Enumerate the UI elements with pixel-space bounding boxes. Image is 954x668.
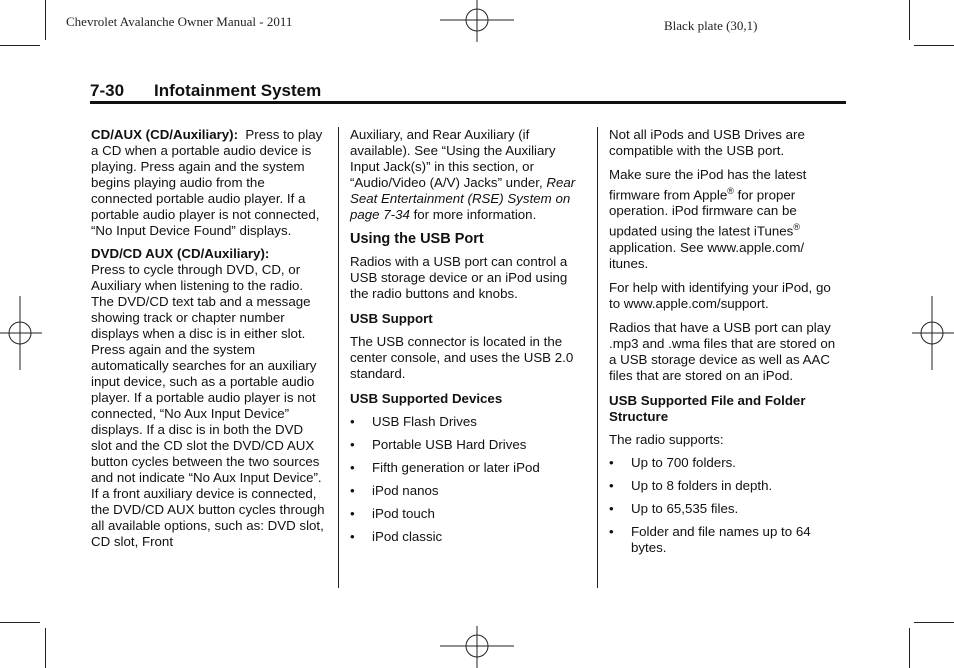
manual-title: Chevrolet Avalanche Owner Manual - 2011: [66, 14, 293, 29]
file-folder-structure-heading: USB Supported File and Folder Structure: [609, 392, 806, 424]
list-item-text: Up to 65,535 files.: [631, 500, 739, 516]
crop-mark-top-right-h: [914, 45, 954, 46]
auxiliary-continued-tail: for more information.: [413, 207, 537, 222]
crop-mark-bottom-left-h: [0, 622, 40, 623]
dvd-cd-aux-label: DVD/CD AUX (CD/Auxiliary):: [91, 246, 270, 261]
bullet: •: [350, 483, 355, 498]
column-2: [350, 127, 588, 552]
crop-mark-bottom-right-h: [914, 622, 954, 623]
list-item-text: iPod nanos: [372, 483, 439, 498]
usb-support-paragraph: The USB connector is located in the center console, and uses the USB 2.0 standard.: [350, 334, 574, 381]
dvd-cd-aux-paragraph: [91, 246, 327, 550]
column-3: [609, 127, 845, 563]
list-item: [350, 506, 588, 522]
list-item-text: Fifth generation or later iPod: [372, 460, 540, 475]
bullet: •: [609, 523, 614, 539]
crop-mark-top-left-v: [45, 0, 46, 40]
list-item: [609, 501, 845, 517]
crop-mark-top-right-v: [909, 0, 910, 40]
list-item-text: Up to 700 folders.: [631, 454, 736, 470]
plate-label: Black plate (30,1): [664, 18, 758, 33]
dvd-cd-aux-text: Press to cycle through DVD, CD, or Auxiliary when listening to the radio. The DVD/CD text tab and a message showing track or chapter number displays when a disc is in either slot. Press again and the system automatically searches for an auxiliary input device, such as a portable audio player. If a portable audio player is not connected, “No Aux Input Device” displays. If a disc is in both the DVD slot and the CD slot the DVD/CD AUX button cycles between the two sources and not indicate “No Aux Input Device”. If a front auxiliary device is connected, the DVD/CD AUX button cycles through all available options, such as: DVD slot, CD slot, Front: [91, 262, 325, 549]
column-divider-2: [597, 127, 598, 588]
usb-support-heading: USB Support: [350, 311, 433, 326]
file-types-paragraph: Radios that have a USB port can play .mp3 and .wma files that are stored on a USB storage device as well as AAC files that are stored on an iPod.: [609, 319, 836, 383]
list-item-text: Portable USB Hard Drives: [372, 437, 527, 452]
list-item: [350, 483, 588, 499]
list-item-text: iPod classic: [372, 529, 443, 544]
auxiliary-continued-text: Auxiliary, and Rear Auxiliary (if available). See “Using the Auxiliary Input Jack(s)” in this section, or “Audio/Video (A/V) Jacks” under,: [350, 127, 556, 190]
list-item-text: Folder and file names up to 64 bytes.: [631, 523, 811, 555]
firmware-text-b: for proper operation. iPod firmware can be updated using the latest iTunes: [609, 187, 797, 239]
usb-port-paragraph: Radios with a USB port can control a USB storage device or an iPod using the radio buttons and knobs.: [350, 254, 568, 301]
list-item: [350, 437, 588, 453]
bullet: •: [350, 460, 355, 475]
registration-mark-top: [440, 0, 514, 42]
usb-supported-devices-heading: USB Supported Devices: [350, 391, 503, 406]
bullet: •: [350, 414, 355, 429]
cd-aux-label: CD/AUX (CD/Auxiliary):: [91, 127, 239, 142]
list-item-text: USB Flash Drives: [372, 414, 477, 429]
section-heading: [90, 81, 321, 101]
bullet: •: [350, 529, 355, 544]
list-item: [350, 529, 588, 545]
rse-page-reference[interactable]: Rear Seat Entertainment (RSE) System on page 7-34: [350, 175, 576, 222]
list-item: [609, 455, 845, 471]
list-item-text: Up to 8 folders in depth.: [631, 477, 773, 493]
help-paragraph: For help with identifying your iPod, go to www.apple.com/support.: [609, 279, 831, 311]
crop-mark-bottom-left-v: [45, 628, 46, 668]
list-item: [609, 524, 845, 556]
bullet: •: [350, 506, 355, 521]
list-item: [350, 414, 588, 430]
firmware-text-c: application. See www.apple.com/ itunes.: [609, 239, 805, 271]
using-usb-port-heading: Using the USB Port: [350, 231, 484, 247]
list-item: [350, 460, 588, 476]
bullet: •: [609, 454, 614, 470]
registration-mark-left: [0, 296, 42, 370]
firmware-text-a: Make sure the iPod has the latest firmware from Apple: [609, 167, 807, 203]
bullet: •: [609, 500, 614, 516]
section-title: Infotainment System: [154, 81, 322, 100]
bullet: •: [609, 477, 614, 493]
registration-mark-right: [912, 296, 954, 370]
page-number: 7-30: [90, 81, 125, 100]
supports-list: [609, 455, 845, 556]
heading-rule: [90, 101, 846, 104]
column-divider-1: [338, 127, 339, 588]
bullet: •: [350, 437, 355, 452]
list-item-text: iPod touch: [372, 506, 435, 521]
compatibility-paragraph: Not all iPods and USB Drives are compatible with the USB port.: [609, 127, 805, 158]
crop-mark-bottom-right-v: [909, 628, 910, 668]
radio-supports-paragraph: The radio supports:: [609, 431, 724, 447]
firmware-paragraph: [609, 167, 845, 272]
crop-mark-top-left-h: [0, 45, 40, 46]
registration-mark-bottom: [440, 626, 514, 668]
registered-mark: ®: [793, 222, 800, 233]
supported-devices-list: [350, 414, 588, 545]
auxiliary-continued-paragraph: [350, 127, 588, 223]
cd-aux-text: Press to play a CD when a portable audio device is playing. Press again and the system begins playing audio from the connected portable audio player. If a portable audio player is not connected, “No Input Device Found” displays.: [91, 127, 323, 238]
column-1: [91, 127, 327, 557]
registered-mark: ®: [727, 186, 734, 196]
list-item: [609, 478, 845, 494]
cd-aux-paragraph: [91, 127, 327, 239]
